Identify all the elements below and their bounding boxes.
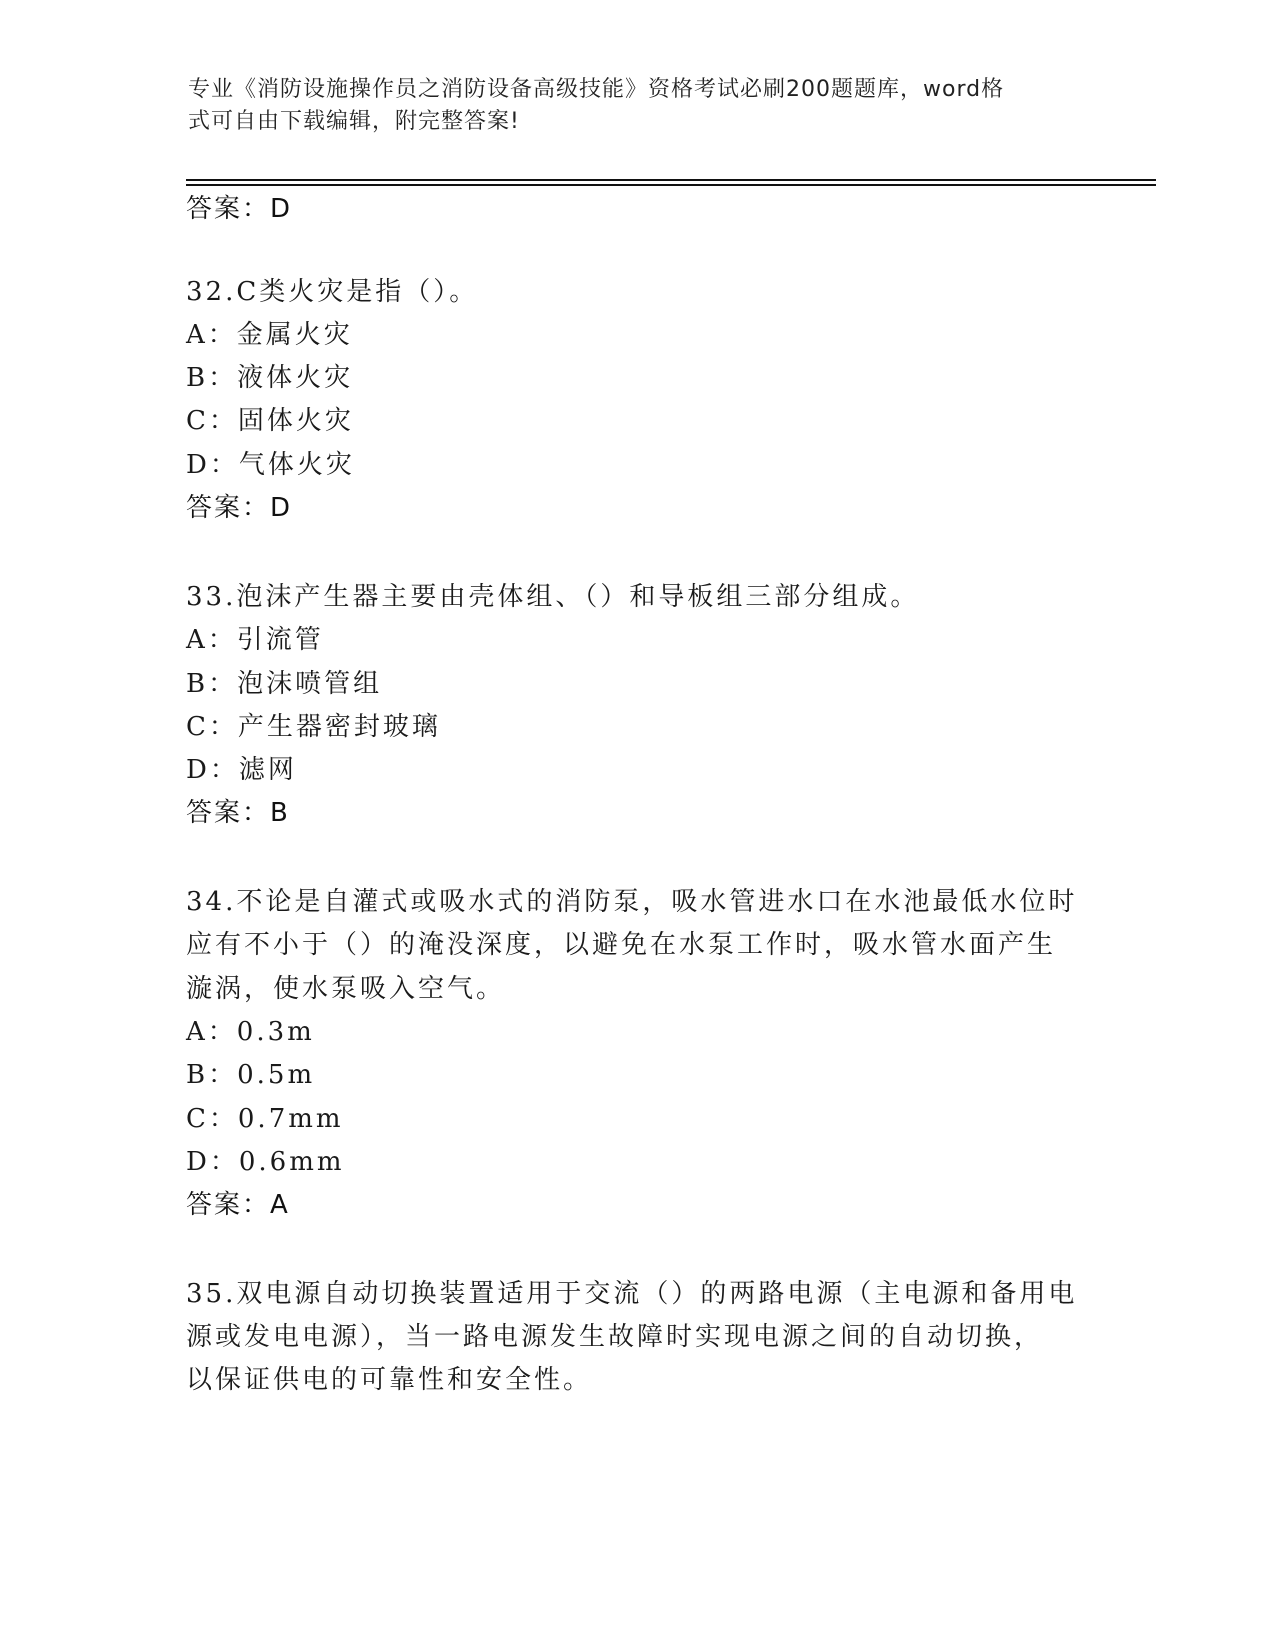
question-32-option-d: D：气体火灾: [186, 450, 355, 480]
question-33-option-b: B：泡沫喷管组: [186, 669, 383, 699]
header-divider-top: [186, 179, 1156, 181]
question-35-stem-line-3: 以保证供电的可靠性和安全性。: [186, 1365, 593, 1395]
header-line-2: 式可自由下载编辑，附完整答案!: [188, 109, 520, 134]
document-header: [188, 74, 1068, 138]
header-line-1: 专业《消防设施操作员之消防设备高级技能》资格考试必刷200题题库，word格: [188, 77, 1005, 102]
question-33-stem: 33.泡沫产生器主要由壳体组、（）和导板组三部分组成。: [186, 582, 920, 612]
question-32-stem: 32.C类火灾是指（）。: [186, 277, 479, 307]
previous-answer: 答案：D: [186, 194, 293, 224]
question-35-stem-line-1: 35.双电源自动切换装置适用于交流（）的两路电源（主电源和备用电: [186, 1279, 1078, 1309]
question-34-option-d: D：0.6mm: [186, 1147, 345, 1177]
question-35-stem-line-2: 源或发电电源），当一路电源发生故障时实现电源之间的自动切换，: [186, 1322, 1044, 1352]
question-33-option-d: D：滤网: [186, 755, 297, 785]
question-32-option-a: A：金属火灾: [186, 320, 353, 350]
question-34-option-a: A：0.3m: [186, 1017, 315, 1047]
question-33-answer: 答案：B: [186, 798, 290, 828]
question-34-stem-line-1: 34.不论是自灌式或吸水式的消防泵，吸水管进水口在水池最低水位时: [186, 887, 1078, 917]
question-34-answer: 答案：A: [186, 1190, 290, 1220]
question-33-option-c: C：产生器密封玻璃: [186, 712, 441, 742]
question-32-option-c: C：固体火灾: [186, 406, 354, 436]
question-33-option-a: A：引流管: [186, 625, 324, 655]
question-32-option-b: B：液体火灾: [186, 363, 354, 393]
question-34-option-b: B：0.5m: [186, 1060, 316, 1090]
question-34-stem-line-2: 应有不小于（）的淹没深度，以避免在水泵工作时，吸水管水面产生: [186, 930, 1057, 960]
question-34-option-c: C：0.7mm: [186, 1104, 344, 1134]
question-34-stem-line-3: 漩涡，使水泵吸入空气。: [186, 974, 506, 1004]
question-32-answer: 答案：D: [186, 493, 293, 523]
header-divider-bottom: [186, 184, 1156, 186]
